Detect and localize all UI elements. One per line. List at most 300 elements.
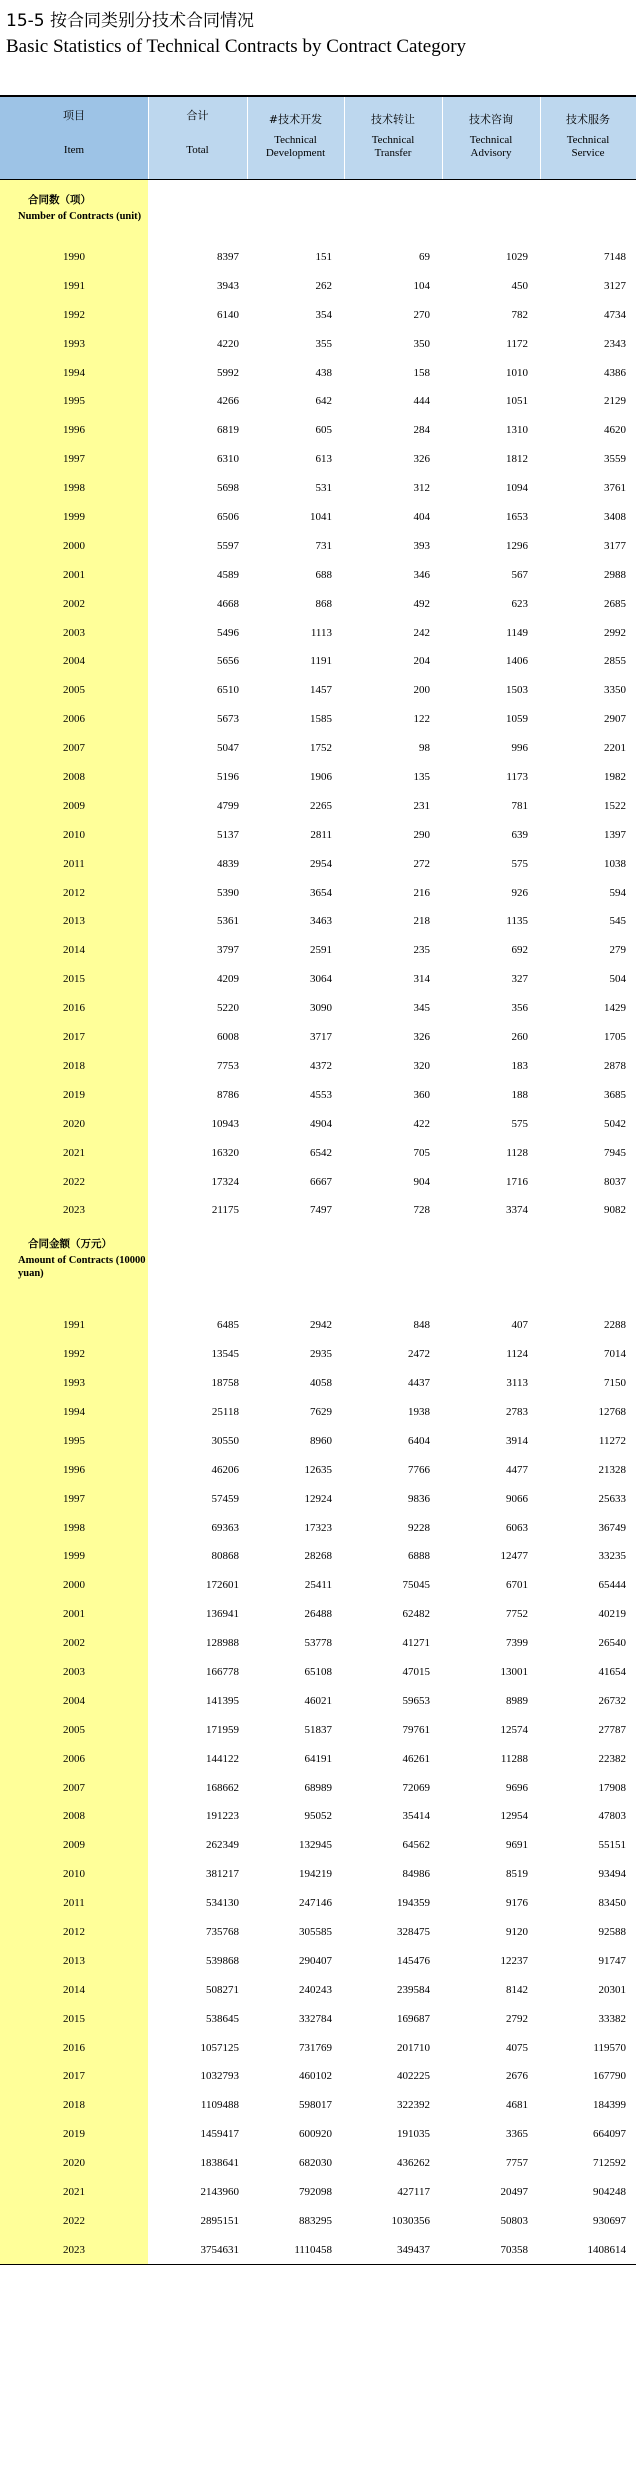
value-cell: 25411 xyxy=(304,1579,332,1592)
value-cell: 1149 xyxy=(506,626,528,639)
value-cell: 9120 xyxy=(506,1925,528,1938)
value-cell: 204 xyxy=(413,655,430,668)
value-cell: 79761 xyxy=(402,1723,430,1736)
value-cell: 84986 xyxy=(402,1868,430,1881)
value-cell: 200 xyxy=(413,684,430,697)
value-cell: 1124 xyxy=(506,1348,528,1361)
table-row xyxy=(0,271,636,300)
value-cell: 69363 xyxy=(211,1521,239,1534)
value-cell: 98 xyxy=(419,742,430,755)
table-row xyxy=(0,2119,636,2148)
table-title-cn: 15-5 按合同类别分技术合同情况 xyxy=(6,11,254,31)
value-cell: 5496 xyxy=(217,626,239,639)
value-cell: 7753 xyxy=(217,1059,239,1072)
value-cell: 4266 xyxy=(217,395,239,408)
value-cell: 7150 xyxy=(604,1377,626,1390)
table-row xyxy=(0,329,636,358)
table-row xyxy=(0,1167,636,1196)
header-technical-advisory: 技术咨询 Technical Advisory xyxy=(469,113,513,159)
value-cell: 41654 xyxy=(598,1665,626,1678)
year-cell: 1992 xyxy=(63,308,85,321)
table-row xyxy=(0,1686,636,1715)
value-cell: 33235 xyxy=(598,1550,626,1563)
year-cell: 1991 xyxy=(63,1319,85,1332)
value-cell: 1038 xyxy=(604,857,626,870)
value-cell: 119570 xyxy=(593,2041,626,2054)
table-row xyxy=(0,2177,636,2206)
value-cell: 7148 xyxy=(604,251,626,263)
value-cell: 5992 xyxy=(217,366,239,379)
year-cell: 2013 xyxy=(63,915,85,928)
table-row xyxy=(0,1455,636,1484)
value-cell: 3685 xyxy=(604,1088,626,1101)
value-cell: 504 xyxy=(609,973,626,986)
year-cell: 2010 xyxy=(63,828,85,841)
year-cell: 1995 xyxy=(63,395,85,408)
statistics-table xyxy=(0,95,636,2264)
value-cell: 4209 xyxy=(217,973,239,986)
value-cell: 1752 xyxy=(310,742,332,755)
value-cell: 12768 xyxy=(598,1405,626,1418)
value-cell: 996 xyxy=(511,742,528,755)
year-cell: 2023 xyxy=(63,1204,85,1217)
value-cell: 492 xyxy=(413,597,430,610)
table-row xyxy=(0,906,636,935)
value-cell: 1938 xyxy=(408,1405,430,1418)
value-cell: 1110458 xyxy=(294,2243,332,2256)
table-row xyxy=(0,2061,636,2090)
value-cell: 539868 xyxy=(206,1954,239,1967)
table-row xyxy=(0,820,636,849)
value-cell: 1457 xyxy=(310,684,332,697)
value-cell: 122 xyxy=(413,713,430,726)
value-cell: 17324 xyxy=(211,1175,239,1188)
value-cell: 781 xyxy=(511,799,528,812)
table-row xyxy=(0,1744,636,1773)
value-cell: 55151 xyxy=(598,1839,626,1852)
value-cell: 1459417 xyxy=(200,2128,239,2141)
value-cell: 12635 xyxy=(304,1463,332,1476)
value-cell: 1838641 xyxy=(200,2157,239,2170)
value-cell: 4437 xyxy=(408,1377,430,1390)
value-cell: 62482 xyxy=(402,1608,430,1621)
value-cell: 12477 xyxy=(500,1550,528,1563)
value-cell: 1906 xyxy=(310,771,332,784)
value-cell: 5137 xyxy=(217,828,239,841)
value-cell: 17908 xyxy=(598,1781,626,1794)
year-cell: 1994 xyxy=(63,1405,85,1418)
value-cell: 8397 xyxy=(217,251,239,263)
value-cell: 135 xyxy=(413,771,430,784)
table-row xyxy=(0,1541,636,1570)
value-cell: 600920 xyxy=(299,2128,332,2141)
table-row xyxy=(0,675,636,704)
value-cell: 3463 xyxy=(310,915,332,928)
value-cell: 328475 xyxy=(397,1925,430,1938)
value-cell: 2878 xyxy=(604,1059,626,1072)
value-cell: 6063 xyxy=(506,1521,528,1534)
value-cell: 7497 xyxy=(310,1204,332,1217)
value-cell: 2907 xyxy=(604,713,626,726)
value-cell: 6667 xyxy=(310,1175,332,1188)
value-cell: 8142 xyxy=(506,1983,528,1996)
value-cell: 64191 xyxy=(304,1752,332,1765)
year-cell: 1995 xyxy=(63,1434,85,1447)
value-cell: 2143960 xyxy=(200,2186,239,2198)
value-cell: 9696 xyxy=(506,1781,528,1794)
value-cell: 436262 xyxy=(397,2157,430,2170)
value-cell: 332784 xyxy=(299,2012,332,2025)
table-row xyxy=(0,1397,636,1426)
value-cell: 4372 xyxy=(310,1059,332,1072)
value-cell: 12954 xyxy=(500,1810,528,1823)
year-cell: 2006 xyxy=(63,1752,85,1765)
value-cell: 13001 xyxy=(500,1665,528,1678)
value-cell: 598017 xyxy=(299,2099,332,2112)
value-cell: 3113 xyxy=(506,1377,528,1390)
table-header xyxy=(0,95,636,180)
value-cell: 3374 xyxy=(506,1204,528,1217)
value-cell: 450 xyxy=(511,279,528,292)
value-cell: 46021 xyxy=(304,1694,332,1707)
year-cell: 2020 xyxy=(63,1117,85,1130)
value-cell: 262349 xyxy=(206,1839,239,1852)
value-cell: 183 xyxy=(511,1059,528,1072)
value-cell: 575 xyxy=(511,1117,528,1130)
value-cell: 22382 xyxy=(598,1752,626,1765)
value-cell: 5390 xyxy=(217,886,239,899)
value-cell: 59653 xyxy=(402,1694,430,1707)
year-cell: 2003 xyxy=(63,626,85,639)
year-cell: 2001 xyxy=(63,1608,85,1621)
table-row xyxy=(0,646,636,675)
table-row xyxy=(0,502,636,531)
table-row xyxy=(0,415,636,444)
section-title-en: Amount of Contracts (10000 yuan) xyxy=(18,1255,146,1280)
value-cell: 1029 xyxy=(506,251,528,263)
header-total: 合计 Total xyxy=(186,109,209,156)
header-technical-service: 技术服务 Technical Service xyxy=(566,113,610,159)
value-cell: 349437 xyxy=(397,2243,430,2256)
year-cell: 1996 xyxy=(63,424,85,437)
table-row xyxy=(0,358,636,387)
value-cell: 404 xyxy=(413,511,430,524)
table-row xyxy=(0,1022,636,1051)
value-cell: 355 xyxy=(315,337,332,350)
table-row xyxy=(0,589,636,618)
year-cell: 2014 xyxy=(63,1983,85,1996)
year-cell: 2004 xyxy=(63,1694,85,1707)
value-cell: 132945 xyxy=(299,1839,332,1852)
table-row xyxy=(0,849,636,878)
value-cell: 2472 xyxy=(408,1348,430,1361)
value-cell: 12237 xyxy=(500,1954,528,1967)
value-cell: 17323 xyxy=(304,1521,332,1534)
header-technical-transfer: 技术转让 Technical Transfer xyxy=(371,113,415,159)
value-cell: 2935 xyxy=(310,1348,332,1361)
section1-heading xyxy=(0,180,636,242)
year-cell: 2015 xyxy=(63,973,85,986)
value-cell: 30550 xyxy=(211,1434,239,1447)
value-cell: 2129 xyxy=(604,395,626,408)
year-cell: 2008 xyxy=(63,771,85,784)
table-title-en: Basic Statistics of Technical Contracts by Contract Category xyxy=(6,36,467,57)
table-row xyxy=(0,2033,636,2062)
value-cell: 1408614 xyxy=(587,2243,626,2256)
value-cell: 169687 xyxy=(397,2012,430,2025)
table-row xyxy=(0,386,636,415)
value-cell: 172601 xyxy=(206,1579,239,1592)
year-cell: 1998 xyxy=(63,482,85,495)
year-cell: 1992 xyxy=(63,1348,85,1361)
value-cell: 6008 xyxy=(217,1031,239,1044)
value-cell: 444 xyxy=(413,395,430,408)
value-cell: 1041 xyxy=(310,511,332,524)
value-cell: 346 xyxy=(413,568,430,581)
value-cell: 95052 xyxy=(304,1810,332,1823)
value-cell: 6485 xyxy=(217,1319,239,1332)
header-item: 项目 Item xyxy=(63,109,85,156)
value-cell: 904 xyxy=(413,1175,430,1188)
value-cell: 1030356 xyxy=(391,2214,430,2227)
value-cell: 682030 xyxy=(299,2157,332,2170)
value-cell: 7399 xyxy=(506,1637,528,1650)
value-cell: 2265 xyxy=(310,799,332,812)
value-cell: 1051 xyxy=(506,395,528,408)
value-cell: 538645 xyxy=(206,2012,239,2025)
table-row xyxy=(0,1513,636,1542)
year-cell: 2022 xyxy=(63,1175,85,1188)
value-cell: 231 xyxy=(413,799,430,812)
table-row xyxy=(0,1859,636,1888)
value-cell: 567 xyxy=(511,568,528,581)
value-cell: 2988 xyxy=(604,568,626,581)
value-cell: 5042 xyxy=(604,1117,626,1130)
table-row xyxy=(0,618,636,647)
value-cell: 11272 xyxy=(598,1434,626,1447)
table-row xyxy=(0,1946,636,1975)
value-cell: 531 xyxy=(315,482,332,495)
value-cell: 69 xyxy=(419,251,430,263)
value-cell: 9228 xyxy=(408,1521,430,1534)
value-cell: 12574 xyxy=(500,1723,528,1736)
table-row xyxy=(0,1975,636,2004)
value-cell: 623 xyxy=(511,597,528,610)
value-cell: 360 xyxy=(413,1088,430,1101)
value-cell: 33382 xyxy=(598,2012,626,2025)
value-cell: 201710 xyxy=(397,2041,430,2054)
table-row xyxy=(0,1773,636,1802)
value-cell: 1172 xyxy=(506,337,528,350)
value-cell: 188 xyxy=(511,1088,528,1101)
value-cell: 712592 xyxy=(593,2157,626,2170)
value-cell: 1406 xyxy=(506,655,528,668)
value-cell: 326 xyxy=(413,453,430,466)
value-cell: 575 xyxy=(511,857,528,870)
value-cell: 782 xyxy=(511,308,528,321)
table-row xyxy=(0,1138,636,1167)
value-cell: 9691 xyxy=(506,1839,528,1852)
value-cell: 20301 xyxy=(598,1983,626,1996)
value-cell: 407 xyxy=(511,1319,528,1332)
value-cell: 642 xyxy=(315,395,332,408)
value-cell: 151 xyxy=(315,251,332,263)
value-cell: 141395 xyxy=(206,1694,239,1707)
value-cell: 1522 xyxy=(604,799,626,812)
value-cell: 4220 xyxy=(217,337,239,350)
value-cell: 402225 xyxy=(397,2070,430,2083)
table-row xyxy=(0,2004,636,2033)
year-cell: 2007 xyxy=(63,1781,85,1794)
section-title-cn: 合同金额（万元） xyxy=(28,1238,112,1251)
value-cell: 26488 xyxy=(304,1608,332,1621)
value-cell: 4681 xyxy=(506,2099,528,2112)
value-cell: 735768 xyxy=(206,1925,239,1938)
value-cell: 262 xyxy=(315,279,332,292)
value-cell: 6701 xyxy=(506,1579,528,1592)
value-cell: 314 xyxy=(413,973,430,986)
value-cell: 3754631 xyxy=(200,2243,239,2256)
value-cell: 7629 xyxy=(310,1405,332,1418)
value-cell: 166778 xyxy=(206,1665,239,1678)
value-cell: 1128 xyxy=(506,1146,528,1159)
value-cell: 5656 xyxy=(217,655,239,668)
year-cell: 2015 xyxy=(63,2012,85,2025)
value-cell: 2201 xyxy=(604,742,626,755)
value-cell: 8989 xyxy=(506,1694,528,1707)
year-cell: 2002 xyxy=(63,597,85,610)
year-cell: 1999 xyxy=(63,1550,85,1563)
value-cell: 664097 xyxy=(593,2128,626,2141)
year-cell: 2016 xyxy=(63,2041,85,2054)
value-cell: 65108 xyxy=(304,1665,332,1678)
value-cell: 2783 xyxy=(506,1405,528,1418)
value-cell: 354 xyxy=(315,308,332,321)
value-cell: 731 xyxy=(315,539,332,552)
value-cell: 47803 xyxy=(598,1810,626,1823)
value-cell: 4799 xyxy=(217,799,239,812)
year-cell: 1994 xyxy=(63,366,85,379)
section2-heading xyxy=(0,1224,636,1310)
value-cell: 2855 xyxy=(604,655,626,668)
value-cell: 72069 xyxy=(402,1781,430,1794)
value-cell: 2992 xyxy=(604,626,626,639)
table-row xyxy=(0,1368,636,1397)
table-row xyxy=(0,935,636,964)
table-row xyxy=(0,1628,636,1657)
value-cell: 1397 xyxy=(604,828,626,841)
table-row xyxy=(0,300,636,329)
value-cell: 239584 xyxy=(397,1983,430,1996)
value-cell: 25633 xyxy=(598,1492,626,1505)
value-cell: 7014 xyxy=(604,1348,626,1361)
value-cell: 4386 xyxy=(604,366,626,379)
value-cell: 356 xyxy=(511,1002,528,1015)
value-cell: 171959 xyxy=(206,1723,239,1736)
value-cell: 240243 xyxy=(299,1983,332,1996)
value-cell: 36749 xyxy=(598,1521,626,1534)
table-row xyxy=(0,993,636,1022)
value-cell: 3914 xyxy=(506,1434,528,1447)
value-cell: 3797 xyxy=(217,944,239,957)
value-cell: 128988 xyxy=(206,1637,239,1650)
value-cell: 41271 xyxy=(402,1637,430,1650)
year-cell: 2009 xyxy=(63,1839,85,1852)
value-cell: 51837 xyxy=(304,1723,332,1736)
value-cell: 104 xyxy=(413,279,430,292)
year-cell: 2006 xyxy=(63,713,85,726)
value-cell: 68989 xyxy=(304,1781,332,1794)
value-cell: 1094 xyxy=(506,482,528,495)
value-cell: 868 xyxy=(315,597,332,610)
year-cell: 2010 xyxy=(63,1868,85,1881)
value-cell: 508271 xyxy=(206,1983,239,1996)
value-cell: 326 xyxy=(413,1031,430,1044)
table-row xyxy=(0,878,636,907)
value-cell: 26732 xyxy=(598,1694,626,1707)
value-cell: 5597 xyxy=(217,539,239,552)
value-cell: 1429 xyxy=(604,1002,626,1015)
value-cell: 1010 xyxy=(506,366,528,379)
value-cell: 9836 xyxy=(408,1492,430,1505)
table-row xyxy=(0,964,636,993)
year-cell: 2012 xyxy=(63,1925,85,1938)
value-cell: 3943 xyxy=(217,279,239,292)
value-cell: 4734 xyxy=(604,308,626,321)
value-cell: 4620 xyxy=(604,424,626,437)
value-cell: 12924 xyxy=(304,1492,332,1505)
value-cell: 242 xyxy=(413,626,430,639)
table-bottom-rule xyxy=(0,2264,636,2265)
year-cell: 2018 xyxy=(63,1059,85,1072)
year-cell: 2021 xyxy=(63,2186,85,2198)
value-cell: 3761 xyxy=(604,482,626,495)
value-cell: 92588 xyxy=(598,1925,626,1938)
value-cell: 47015 xyxy=(402,1665,430,1678)
year-cell: 2021 xyxy=(63,1146,85,1159)
value-cell: 290 xyxy=(413,828,430,841)
value-cell: 422 xyxy=(413,1117,430,1130)
value-cell: 688 xyxy=(315,568,332,581)
value-cell: 5220 xyxy=(217,1002,239,1015)
value-cell: 136941 xyxy=(206,1608,239,1621)
value-cell: 534130 xyxy=(206,1897,239,1910)
year-cell: 1993 xyxy=(63,1377,85,1390)
value-cell: 3350 xyxy=(604,684,626,697)
value-cell: 1296 xyxy=(506,539,528,552)
value-cell: 57459 xyxy=(211,1492,239,1505)
table-row xyxy=(0,473,636,502)
value-cell: 322392 xyxy=(397,2099,430,2112)
year-cell: 2019 xyxy=(63,2128,85,2141)
value-cell: 21175 xyxy=(211,1204,239,1217)
value-cell: 3408 xyxy=(604,511,626,524)
year-cell: 2022 xyxy=(63,2214,85,2227)
value-cell: 46261 xyxy=(402,1752,430,1765)
value-cell: 65444 xyxy=(598,1579,626,1592)
value-cell: 848 xyxy=(413,1319,430,1332)
value-cell: 2895151 xyxy=(200,2214,239,2227)
value-cell: 6819 xyxy=(217,424,239,437)
value-cell: 2942 xyxy=(310,1319,332,1332)
year-cell: 2008 xyxy=(63,1810,85,1823)
value-cell: 1982 xyxy=(604,771,626,784)
value-cell: 3127 xyxy=(604,279,626,292)
value-cell: 191035 xyxy=(397,2128,430,2141)
value-cell: 1135 xyxy=(506,915,528,928)
value-cell: 705 xyxy=(413,1146,430,1159)
value-cell: 2288 xyxy=(604,1319,626,1332)
